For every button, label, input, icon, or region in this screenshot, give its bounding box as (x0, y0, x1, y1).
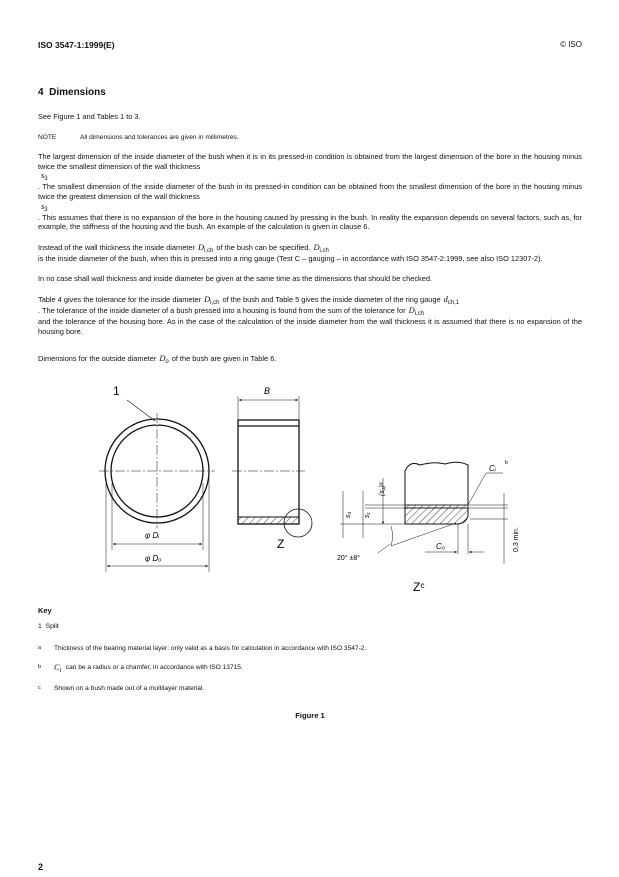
dim-inside-diameter: φ Dᵢ (145, 531, 160, 541)
paragraph-4 (38, 295, 582, 336)
footnote-text: Shown on a bush made out of a multilayer material. (54, 685, 205, 693)
text: and the tolerance of the housing bore. As in the case of the calculation of the inside diameter from the wall thickness it is assumed that there is no expansion of the housing bore. (38, 316, 582, 336)
subscript: i (59, 668, 61, 675)
text: . This assumes that there is no expansion of the bore in the housing caused by pressing in the bush. In reality the expansion depends on several factors, such as, for example, the stiffness of the housing and the bush. An example of the calculation is given in clause 6. (38, 212, 582, 232)
dim-width-B: B (264, 386, 271, 397)
figure-caption: Figure 1 (295, 711, 325, 721)
dim-Ci: Cᵢ (489, 464, 496, 474)
symbol: D (408, 305, 415, 315)
detail-Z-label: Zᶜ (413, 580, 425, 595)
subscript: i,ch (210, 299, 220, 306)
intro-text: See Figure 1 and Tables 1 to 3. (38, 112, 141, 121)
dim-s2: (s₂)ᵃ (379, 482, 386, 497)
footnote-mark: c (38, 685, 41, 692)
key-item (38, 623, 582, 630)
symbol: d (443, 294, 448, 304)
subscript: 3 (44, 206, 48, 213)
paragraph-2 (38, 243, 582, 264)
text: of the bush are given in Table 6. (171, 354, 277, 364)
text: Dimensions for the outside diameter (38, 354, 157, 364)
dim-angle: 20° ±8° (337, 555, 361, 563)
section-heading (38, 87, 106, 98)
note-text: All dimensions and tolerances are given in millimetres. (80, 133, 239, 141)
subscript: i,ch (204, 247, 214, 254)
text: . The tolerance of the inside diameter of a bush pressed into a housing is found from the sum of the tolerance for (38, 305, 406, 315)
symbol: C (54, 663, 60, 673)
text: of the bush can be specified. (216, 242, 311, 252)
footnote-text: can be a radius or a chamfer, in accordance with ISO 13715. (63, 664, 243, 672)
paragraph-3: In no case shall wall thickness and inside diameter be given at the same time as the dimensions that should be checked. (38, 274, 432, 284)
figure-1-drawing (0, 376, 619, 598)
subscript: o (165, 359, 169, 366)
split-callout: 1 (113, 384, 120, 399)
footnote-mark: b (38, 664, 42, 671)
text: is the inside diameter of the bush, when this is pressed into a ring gauge (Test C – gauging – in accordance with ISO 3547-2:1999, see also ISO 12307-2). (38, 253, 543, 263)
symbol: D (159, 354, 166, 364)
subscript: i,ch (319, 247, 329, 254)
text: The largest dimension of the inside diameter of the bush when it is in its pressed-in condition is obtained from the largest dimension of the bore in the housing minus twice the smallest dimension of the wall thickness (38, 152, 582, 171)
dim-s3: s₃ (345, 511, 352, 519)
note (38, 133, 582, 143)
text: Table 4 gives the tolerance for the inside diameter (38, 294, 202, 304)
footnote-mark: a (38, 645, 42, 652)
note-label: NOTE (38, 133, 57, 141)
text: . The smallest dimension of the inside diameter of the bush in its pressed-in condition can be obtained from the smallest dimension of the bore in the housing minus twice the greatest dimension of the wall thickness (38, 182, 582, 201)
footnote-c (38, 684, 582, 693)
section-title: Dimensions (49, 87, 106, 98)
symbol: s (41, 171, 45, 181)
section-number: 4 (38, 87, 44, 98)
detail-Z-marker: Z (277, 537, 285, 552)
dim-Co: Cₒ (436, 542, 445, 552)
text: Instead of the wall thickness the inside diameter (38, 242, 195, 252)
page-number: 2 (38, 862, 44, 872)
dim-min: 0,3 min. (513, 527, 520, 553)
key-number: 1 (38, 623, 42, 631)
paragraph-5 (38, 354, 582, 365)
footnote-text: Thickness of the bearing material layer: only valid as a basis for calculation in accordance with ISO 3547-2. (54, 645, 367, 653)
symbol: s (41, 201, 45, 211)
subscript: 3 (44, 176, 48, 183)
subscript: i,ch (414, 310, 424, 317)
symbol: D (204, 294, 211, 304)
bush-front-view (99, 400, 215, 572)
dim-outside-diameter: φ Dₒ (145, 554, 162, 564)
symbol: D (197, 242, 204, 252)
paragraph-1 (38, 152, 582, 232)
dim-Ci-footnote-mark: b (505, 460, 508, 467)
symbol: D (313, 242, 320, 252)
body-flow (38, 112, 582, 720)
footnote-b (38, 663, 582, 674)
subscript: ch,1 (447, 299, 460, 306)
document-id: ISO 3547-1:1999(E) (38, 40, 115, 50)
text: of the bush and Table 5 gives the inside diameter of the ring gauge (222, 294, 441, 304)
dim-s1: s₁ (364, 512, 371, 519)
footnote-a (38, 644, 582, 653)
key-label: Split (45, 623, 59, 631)
copyright: © ISO (560, 40, 582, 49)
bush-side-view (232, 396, 312, 537)
key-title: Key (38, 606, 52, 616)
